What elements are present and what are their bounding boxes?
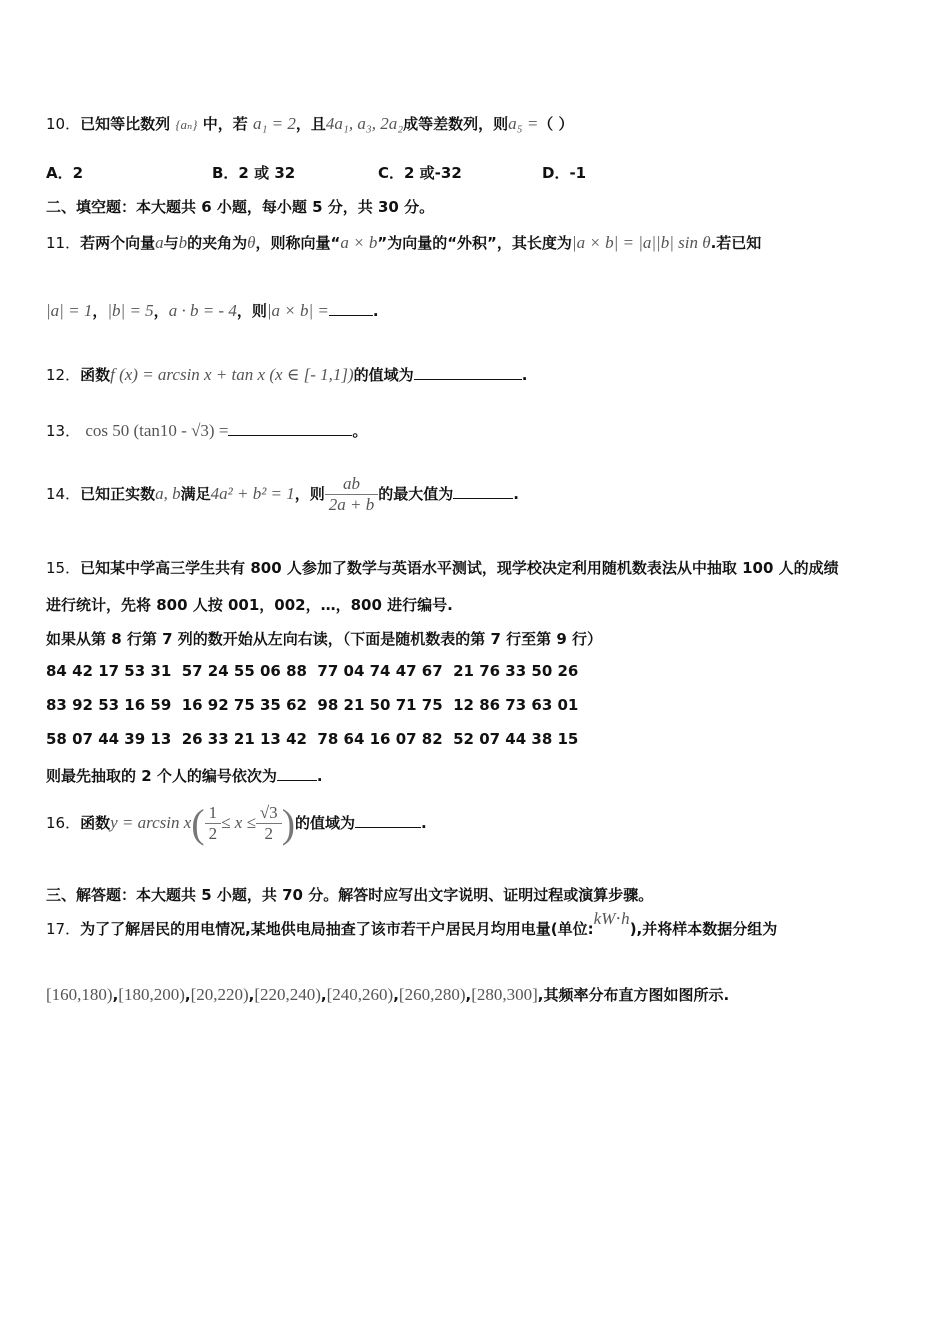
q12-answer-blank[interactable] <box>414 365 522 380</box>
q17-sep-1: , <box>112 986 119 1004</box>
q12-number: 12． <box>46 366 81 384</box>
q17-interval-6: [260,280) <box>398 985 466 1004</box>
q11-theta-math: θ <box>247 233 256 252</box>
q14-fraction <box>325 474 378 515</box>
q11-text-1: 若两个向量 <box>80 234 156 252</box>
q14-text-2: 满足 <box>180 485 211 503</box>
q13-number: 13． <box>46 422 81 440</box>
q11-text-8: ， <box>153 302 169 320</box>
q16-right-paren: ) <box>281 801 296 846</box>
q17-unit-math: kW⋅h <box>593 909 630 928</box>
q17-sep-4: , <box>320 986 327 1004</box>
q11-axb-math: a × b <box>340 233 378 252</box>
q17-sep-5: , <box>393 986 399 1004</box>
q14-text-3: ，则 <box>294 485 325 503</box>
q14-ab-math: a, b <box>155 484 181 503</box>
q12-line <box>46 364 527 385</box>
section3-heading: 三、解答题：本大题共 5 小题，共 70 分。解答时应写出文字说明、证明过程或演算步骤。 <box>46 886 654 904</box>
q10-seq-math: {aₙ} <box>175 117 198 132</box>
q16-fraction-1 <box>205 803 222 844</box>
q10-text-e: （ ） <box>538 115 574 133</box>
q17-sep-6: , <box>465 986 472 1004</box>
q12-text-1: 函数 <box>80 366 111 384</box>
q16-text-3: . <box>421 814 427 832</box>
q11-cond1-math: |a| = 1 <box>46 301 93 320</box>
q16-line <box>46 800 427 847</box>
q14-number: 14． <box>46 485 81 503</box>
q10-option-d: D．-1 <box>542 164 587 182</box>
q11-b-math: b <box>178 233 188 252</box>
q10-line <box>46 113 574 134</box>
q13-text-1: 。 <box>352 422 368 440</box>
q12-text-2: 的值域为 <box>353 366 414 384</box>
q10-text-c: ，且 <box>295 115 326 133</box>
q16-fraction-1-numerator: 1 <box>208 803 218 822</box>
q17-text-1: 为了了解居民的用电情况,某地供电局抽查了该市若干户居民月均用电量(单位: <box>80 920 594 938</box>
q17-interval-2: [180,200) <box>118 985 185 1004</box>
q10-option-b: B．2 或 32 <box>212 164 296 182</box>
q15-text-end: . <box>316 767 323 785</box>
q10-number: 10． <box>46 115 81 133</box>
q16-y-math: y = arcsin x <box>110 813 192 832</box>
q17-interval-1: [160,180) <box>46 985 113 1004</box>
q12-function-math: f (x) = arcsin x + tan x (x ∈ [- 1,1]) <box>110 365 354 384</box>
q14-line <box>46 474 519 515</box>
q10-text-d: 成等差数列，则 <box>403 115 509 133</box>
q14-fraction-numerator: ab <box>343 474 361 493</box>
q11-text-7: ， <box>92 302 108 320</box>
q15-random-row-9: 58 07 44 39 13 26 33 21 13 42 78 64 16 07 82 52 07 44 38 15 <box>46 730 579 748</box>
q11-line2 <box>46 300 379 321</box>
q14-text-1: 已知正实数 <box>80 485 156 503</box>
q15-number: 15． <box>46 559 81 577</box>
q10-terms-math: 4a₁, a₃, 2a₂ <box>325 114 404 133</box>
q17-text-3: ,其频率分布直方图如图所示. <box>537 986 730 1004</box>
q16-left-paren: ( <box>191 801 205 846</box>
q17-interval-4: [220,240) <box>254 985 321 1004</box>
q17-interval-7: [280,300] <box>471 985 538 1004</box>
q15-text-line4: 则最先抽取的 2 个人的编号依次为 <box>46 767 277 785</box>
q10-text-b: 中，若 <box>202 115 248 133</box>
q13-answer-blank[interactable] <box>228 421 352 436</box>
q17-number: 17． <box>46 920 81 938</box>
q11-answer-blank[interactable] <box>329 301 373 316</box>
q10-option-c: C．2 或-32 <box>378 164 462 182</box>
q14-answer-blank[interactable] <box>453 484 513 499</box>
q11-text-10: . <box>372 302 379 320</box>
q11-line1 <box>46 232 761 253</box>
q10-option-a: A．2 <box>46 164 84 182</box>
q10-a5-math: a₅ = <box>508 114 539 133</box>
q11-text-9: ，则 <box>236 302 267 320</box>
q14-text-5: . <box>513 485 519 503</box>
q17-sep-2: , <box>184 986 191 1004</box>
q16-fraction-1-denominator: 2 <box>205 823 222 844</box>
q11-text-5: ”为向量的“外积”，其长度为 <box>377 234 572 252</box>
q17-line1 <box>46 909 778 939</box>
q15-random-row-7: 84 42 17 53 31 57 24 55 06 88 77 04 74 47 67 21 76 33 50 26 <box>46 662 579 680</box>
q17-text-2: ),并将样本数据分组为 <box>629 920 778 938</box>
q11-cond2-math: |b| = 5 <box>107 301 154 320</box>
q16-inequality-math: ≤ x ≤ <box>221 813 256 832</box>
q15-line1 <box>46 557 839 578</box>
q10-text-a: 已知等比数列 <box>80 115 171 133</box>
q16-number: 16． <box>46 814 81 832</box>
q16-fraction-2 <box>256 803 282 844</box>
q17-interval-5: [240,260) <box>326 985 394 1004</box>
q17-line2 <box>46 984 729 1005</box>
q17-interval-3: [20,220) <box>190 985 249 1004</box>
q15-line3: 如果从第 8 行第 7 列的数开始从左向右读，（下面是随机数表的第 7 行至第 9 行） <box>46 630 603 648</box>
q14-fraction-denominator: 2a + b <box>325 494 378 515</box>
section2-heading: 二、填空题：本大题共 6 小题，每小题 5 分，共 30 分。 <box>46 198 435 216</box>
q11-number: 11． <box>46 234 81 252</box>
q11-text-2: 与 <box>163 234 179 252</box>
q11-text-3: 的夹角为 <box>187 234 248 252</box>
q16-text-1: 函数 <box>80 814 111 832</box>
q11-cond3-math: a · b = - 4 <box>168 301 237 320</box>
q11-length-math: |a × b| = |a||b| sin θ <box>571 233 711 252</box>
q15-random-row-8: 83 92 53 16 59 16 92 75 35 62 98 21 50 71 75 12 86 73 63 01 <box>46 696 579 714</box>
q11-ask-math: |a × b| = <box>266 301 329 320</box>
q16-fraction-2-numerator: √3 <box>259 803 278 822</box>
q10-a1-math: a₁ = 2 <box>253 114 296 133</box>
q16-answer-blank[interactable] <box>355 813 421 828</box>
q17-sep-3: , <box>248 986 255 1004</box>
q12-text-3: . <box>521 366 528 384</box>
q16-text-2: 的值域为 <box>295 814 356 832</box>
q11-text-6: .若已知 <box>710 234 762 252</box>
q14-condition-math: 4a² + b² = 1 <box>210 484 295 503</box>
q11-a-math: a <box>155 233 164 252</box>
q13-expression-math: cos 50 (tan10 - √3) = <box>85 421 229 440</box>
q15-line2: 进行统计，先将 800 人按 001，002，…，800 进行编号. <box>46 596 453 614</box>
q13-line <box>46 420 367 441</box>
q15-answer-blank[interactable] <box>277 766 317 781</box>
q14-text-4: 的最大值为 <box>378 485 454 503</box>
q11-text-4: ，则称向量“ <box>255 234 341 252</box>
q15-text-line1: 已知某中学高三学生共有 800 人参加了数学与英语水平测试，现学校决定利用随机数表法从中抽取 100 人的成绩 <box>80 559 839 577</box>
q15-line4 <box>46 765 323 786</box>
q16-fraction-2-denominator: 2 <box>256 823 282 844</box>
